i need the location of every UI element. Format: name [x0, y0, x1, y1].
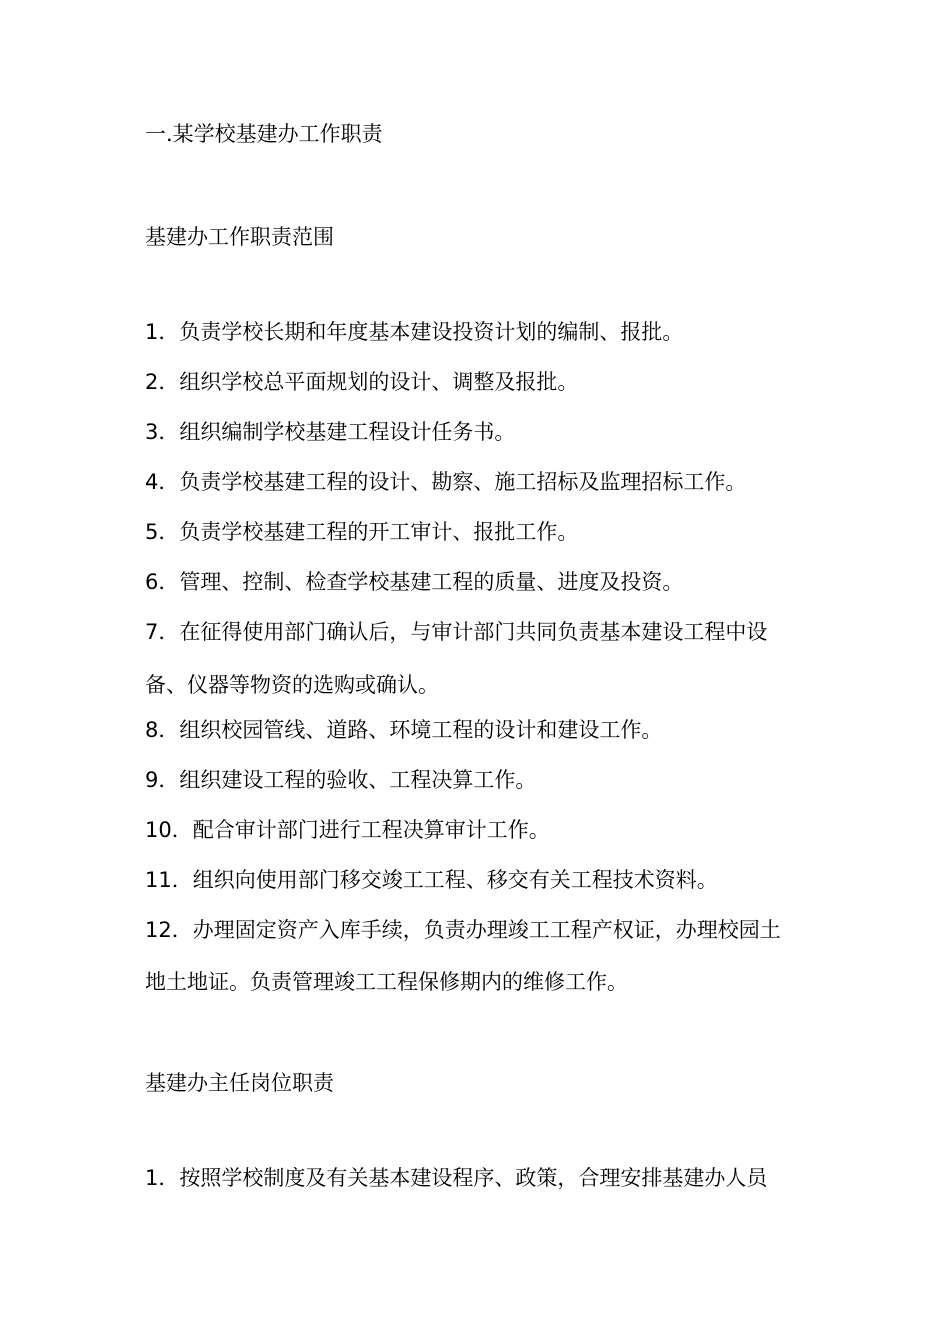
list-item — [145, 816, 550, 844]
list-item — [145, 418, 515, 446]
item-number: 2． — [145, 370, 180, 394]
item-number: 6． — [145, 570, 180, 594]
item-text: 组织校园管线、道路、环境工程的设计和建设工作。 — [179, 718, 663, 742]
item-number: 4． — [145, 470, 180, 494]
item-text: 组织编制学校基建工程设计任务书。 — [179, 420, 516, 444]
list-item — [145, 716, 662, 744]
list-item — [145, 518, 578, 546]
item-number: 5． — [145, 520, 180, 544]
list-item-continuation: 地土地证。负责管理竣工工程保修期内的维修工作。 — [145, 970, 628, 994]
item-text: 负责学校长期和年度基本建设投资计划的编制、报批。 — [179, 320, 684, 344]
list-item — [145, 468, 746, 496]
item-number: 3． — [145, 420, 180, 444]
list-item — [145, 568, 683, 596]
item-text: 组织建设工程的验收、工程决算工作。 — [179, 768, 537, 792]
item-number: 1． — [145, 1166, 180, 1190]
item-number: 10． — [145, 818, 193, 842]
list-item — [145, 766, 536, 794]
item-text: 负责学校基建工程的设计、勘察、施工招标及监理招标工作。 — [179, 470, 747, 494]
item-text: 负责学校基建工程的开工审计、报批工作。 — [179, 520, 579, 544]
list-item — [145, 866, 718, 894]
item-text: 办理固定资产入库手续，负责办理竣工工程产权证，办理校园土 — [192, 918, 781, 942]
list-item — [145, 1164, 767, 1192]
item-number: 8． — [145, 718, 180, 742]
list-item — [145, 916, 781, 944]
item-text: 组织向使用部门移交竣工工程、移交有关工程技术资料。 — [192, 868, 718, 892]
list-item — [145, 318, 683, 346]
item-number: 11． — [145, 868, 193, 892]
document-title: 一.某学校基建办工作职责 — [145, 122, 383, 146]
section-heading-scope: 基建办工作职责范围 — [145, 225, 334, 249]
section-heading-director: 基建办主任岗位职责 — [145, 1071, 334, 1095]
item-text: 管理、控制、检查学校基建工程的质量、进度及投资。 — [179, 570, 684, 594]
item-number: 9． — [145, 768, 180, 792]
item-text: 按照学校制度及有关基本建设程序、政策，合理安排基建办人员 — [179, 1166, 768, 1190]
list-item — [145, 618, 767, 646]
list-item-continuation: 备、仪器等物资的选购或确认。 — [145, 673, 439, 697]
item-text: 在征得使用部门确认后，与审计部门共同负责基本建设工程中设 — [179, 620, 768, 644]
list-item — [145, 368, 578, 396]
item-text: 组织学校总平面规划的设计、调整及报批。 — [179, 370, 579, 394]
item-number: 1． — [145, 320, 180, 344]
item-number: 7． — [145, 620, 180, 644]
item-number: 12． — [145, 918, 193, 942]
item-text: 配合审计部门进行工程决算审计工作。 — [192, 818, 550, 842]
